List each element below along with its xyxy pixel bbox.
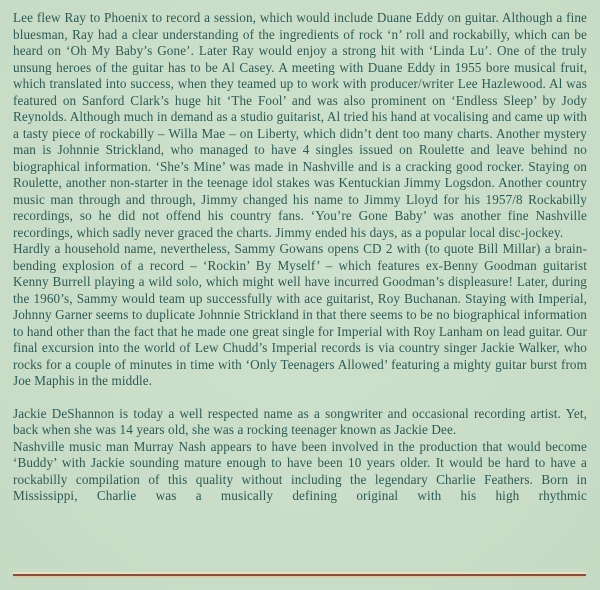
horizontal-rule: [13, 572, 586, 578]
paragraph-murray-nash: Nashville music man Murray Nash appears to have been involved in the production that would become ‘Buddy’ with Jackie sounding mature enough to have been 10 years older. It would be hard to have a rockabilly compilation of this quality without including the legendary Charlie Feathers. Born in Mississippi, Charlie was a musically defining original with his high rhythmic: [13, 438, 587, 503]
paragraph-jackie-deshannon: Jackie DeShannon is today a well respected name as a songwriter and occasional recording artist. Yet, back when she was 14 years old, she was a rocking teenager known as Jackie Dee.: [13, 405, 587, 437]
paragraph-sammy-gowans: Hardly a household name, nevertheless, Sammy Gowans opens CD 2 with (to quote Bill Millar) a brain-bending explosion of a record – ‘Rockin’ By Myself’ – which features ex-Benny Goodman guitarist Kenny Burrell playing a wild solo, which might well have incurred Goodman’s displeasure! Later, during the 1960’s, Sammy would team up successfully with ace guitarist, Roy Buchanan. Staying with Imperial, Johnny Garner seems to duplicate Johnnie Strickland in that there seems to be no biographical information to hand other than the fact that he made one great single for Imperial with Roy Lanham on lead guitar. Our final excursion into the world of Lew Chudd’s Imperial records is via country singer Jackie Walker, who rocks for a couple of minutes in time with ‘Only Teenagers Allowed’ featuring a mighty guitar burst from Joe Maphis in the middle.: [13, 241, 587, 388]
paragraph-lee-ray-session: Lee flew Ray to Phoenix to record a session, which would include Duane Eddy on guitar. Although a fine bluesman, Ray had a clear understanding of the ingredients of rock ‘n’ roll and rockabilly, which can be heard on ‘Oh My Baby’s Gone’. Later Ray would enjoy a strong hit with ‘Linda Lu’. One of the truly unsung heroes of the guitar has to be Al Casey. A meeting with Duane Eddy in 1955 bore musical fruit, which translated into success, when they teamed up to work with producer/writer Lee Hazlewood. Al was featured on Sanford Clark’s huge hit ‘The Fool’ and was also prominent on ‘Endless Sleep’ by Jody Reynolds. Although much in demand as a studio guitarist, Al tried his hand at vocalising and came up with a tasty piece of rockabilly – Willa Mae – on Liberty, which didn’t dent too many charts. Another mystery man is Johnnie Strickland, who managed to have 4 singles issued on Roulette and leave behind no biographical information. ‘She’s Mine’ was made in Nashville and is a cracking good rocker. Staying on Roulette, another non-starter in the teenage idol stakes was Kentuckian Jimmy Logsdon. Another country music man through and through, Jimmy changed his name to Jimmy Lloyd for his 1957/8 Rockabilly recordings, so he did not offend his country fans. ‘You’re Gone Baby’ was another fine Nashville recordings, which sadly never graced the charts. Jimmy ended his days, as a popular local disc-jockey.: [13, 10, 587, 240]
liner-notes-block-1: [13, 10, 587, 390]
liner-notes-block-2: [13, 406, 587, 505]
